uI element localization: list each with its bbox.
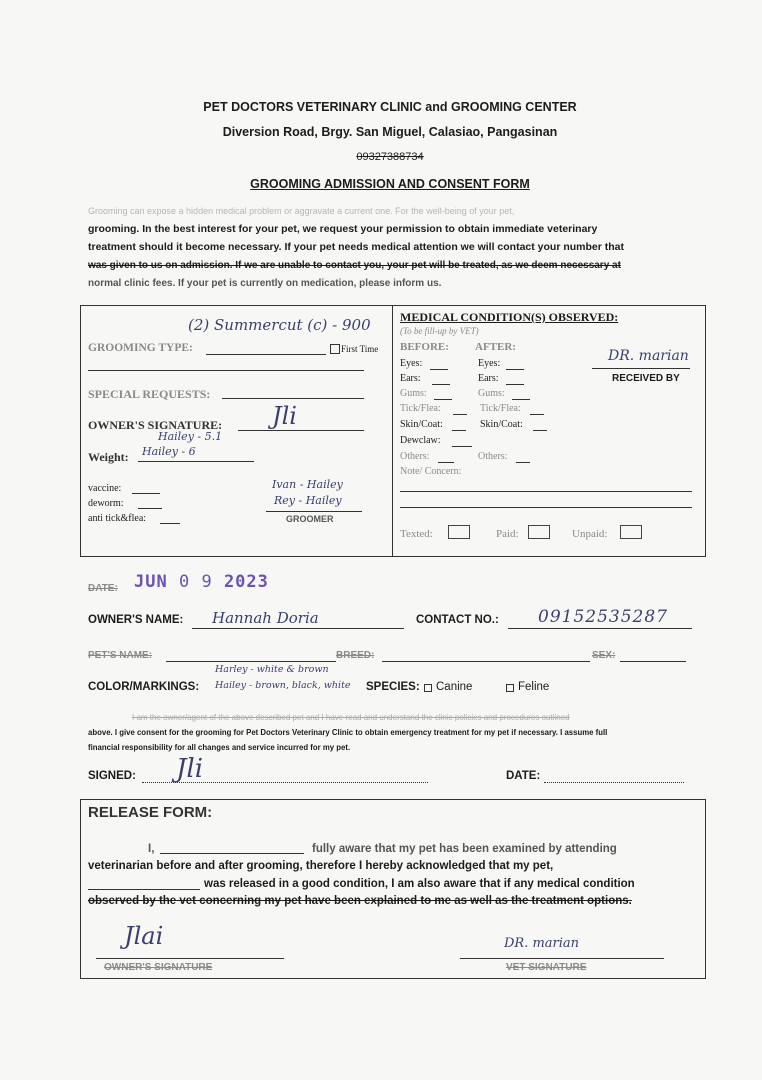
contact-value: 09152535287 <box>538 607 668 627</box>
received-by-label: RECEIVED BY <box>612 373 680 384</box>
consent-line-1: I am the owner/agent of the above described pet and I have read and understand the clinic policies and procedures outlined <box>132 713 570 722</box>
release-line-2: veterinarian before and after grooming, therefore I hereby acknowledged that my pet, <box>88 860 554 872</box>
date-label: DATE: <box>88 583 118 594</box>
dewclaw-line[interactable] <box>452 446 472 447</box>
after-skincoat: Skin/Coat: <box>480 419 523 430</box>
weight-value-1: Hailey - 5.1 <box>158 430 223 443</box>
before-eyes-line[interactable] <box>430 369 448 370</box>
owner-name-label: OWNER'S NAME: <box>88 614 184 626</box>
clinic-name: PET DOCTORS VETERINARY CLINIC and GROOMING CENTER <box>203 100 577 114</box>
groomer-label: GROOMER <box>286 514 334 524</box>
weight-value-2: Hailey - 6 <box>142 445 196 458</box>
feline-label: Feline <box>518 681 550 693</box>
release-name-line[interactable] <box>160 853 304 854</box>
medical-subtitle: (To be fill-up by VET) <box>400 326 479 336</box>
weight-line[interactable] <box>138 461 254 462</box>
after-eyes-line[interactable] <box>506 369 524 370</box>
texted-box[interactable] <box>448 525 470 539</box>
release-line-1-suffix: fully aware that my pet has been examined by attending <box>312 843 617 855</box>
paid-box[interactable] <box>528 525 550 539</box>
before-skincoat: Skin/Coat: <box>400 419 443 430</box>
release-owner-signature-line[interactable] <box>96 958 284 959</box>
owner-signature-line[interactable] <box>238 430 364 431</box>
sex-line[interactable] <box>620 661 686 662</box>
contact-line[interactable] <box>508 628 692 629</box>
release-pet-line[interactable] <box>88 889 200 890</box>
release-vet-signature-label: VET SIGNATURE <box>506 962 587 973</box>
date-stamp-month: JUN <box>134 572 168 592</box>
release-title: RELEASE FORM: <box>88 804 213 821</box>
consent-line-2: above. I give consent for the grooming for Pet Doctors Veterinary Clinic to obtain emergency treatment for my pet if necessary. I assume full <box>88 728 608 737</box>
form-title: GROOMING ADMISSION AND CONSENT FORM <box>250 177 530 191</box>
feline-checkbox[interactable] <box>506 684 514 692</box>
before-label: BEFORE: <box>400 341 449 353</box>
date-stamp <box>134 572 269 592</box>
release-owner-signature-mark: Jlai <box>124 922 164 950</box>
before-skincoat-line[interactable] <box>452 430 466 431</box>
contact-label: CONTACT NO.: <box>416 614 499 626</box>
after-gums: Gums: <box>478 388 505 399</box>
grooming-type-line-2[interactable] <box>88 370 364 371</box>
consent-date-label: DATE: <box>506 770 541 782</box>
release-owner-signature-label: OWNER'S SIGNATURE <box>104 962 213 973</box>
after-skincoat-line[interactable] <box>533 430 547 431</box>
texted-label: Texted: <box>400 528 433 540</box>
note-line-1[interactable] <box>400 491 692 492</box>
deworm-line[interactable] <box>138 508 162 509</box>
paid-label: Paid: <box>496 528 519 540</box>
release-line-3-suffix: was released in a good condition, I am also aware that if any medical condition <box>204 878 635 890</box>
tickflea-line[interactable] <box>160 523 180 524</box>
weight-label: Weight: <box>88 450 129 464</box>
intro-line-2: grooming. In the best interest for your pet, we request your permission to obtain immediate veterinary <box>88 223 598 235</box>
intro-line-4: was given to us on admission. If we are unable to contact you, your pet will be treated, as we deem necessary at <box>88 260 621 271</box>
before-others-line[interactable] <box>438 462 454 463</box>
before-ears: Ears: <box>400 373 421 384</box>
clinic-address: Diversion Road, Brgy. San Miguel, Calasiao, Pangasinan <box>222 125 558 139</box>
sex-label: SEX: <box>592 650 616 661</box>
tickflea-label: anti tick&flea: <box>88 513 147 524</box>
owner-signature-mark: Jli <box>272 402 297 430</box>
groomer-name-1: Ivan - Hailey <box>272 478 343 491</box>
before-gums: Gums: <box>400 388 427 399</box>
after-label: AFTER: <box>475 341 516 353</box>
intro-line-5: normal clinic fees. If your pet is currently on medication, please inform us. <box>88 278 442 289</box>
signed-label: SIGNED: <box>88 770 136 782</box>
signed-mark: Jli <box>176 754 204 784</box>
after-tickflea-line[interactable] <box>530 414 544 415</box>
owner-signature-label: OWNER'S SIGNATURE: <box>88 418 223 432</box>
intro-line-3: treatment should it become necessary. If your pet needs medical attention we will contact your number that <box>88 241 625 253</box>
color-value-2: Hailey - brown, black, white <box>215 680 351 691</box>
release-vet-signature-line[interactable] <box>460 958 664 959</box>
after-gums-line[interactable] <box>512 399 530 400</box>
pet-name-line[interactable] <box>166 661 336 662</box>
before-others: Others: <box>400 451 430 462</box>
after-ears-line[interactable] <box>506 384 524 385</box>
note-line-2[interactable] <box>400 507 692 508</box>
canine-checkbox[interactable] <box>424 684 432 692</box>
release-line-1-prefix: I, <box>148 843 155 855</box>
received-by-value: DR. marian <box>608 348 689 364</box>
species-label: SPECIES: <box>366 681 420 693</box>
release-line-4: observed by the vet concerning my pet have been explained to me as well as the treatment options. <box>88 895 632 907</box>
medical-title: MEDICAL CONDITION(S) OBSERVED: <box>400 310 619 324</box>
deworm-label: deworm: <box>88 498 124 509</box>
before-ears-line[interactable] <box>432 384 450 385</box>
release-vet-signature-mark: DR. marian <box>504 936 580 951</box>
grooming-type-line[interactable] <box>206 354 326 355</box>
dewclaw-label: Dewclaw: <box>400 435 441 446</box>
after-ears: Ears: <box>478 373 499 384</box>
intro-line-1: Grooming can expose a hidden medical problem or aggravate a current one. For the well-being of your pet, <box>88 206 515 216</box>
breed-line[interactable] <box>382 661 590 662</box>
before-eyes: Eyes: <box>400 358 423 369</box>
box-divider <box>392 305 393 557</box>
after-eyes: Eyes: <box>478 358 501 369</box>
clinic-phone: 09327388734 <box>356 151 424 163</box>
unpaid-label: Unpaid: <box>572 528 608 540</box>
unpaid-box[interactable] <box>620 525 642 539</box>
canine-label: Canine <box>436 681 473 693</box>
after-tickflea: Tick/Flea: <box>480 403 521 414</box>
special-requests-line[interactable] <box>222 398 364 399</box>
before-gums-line[interactable] <box>434 399 452 400</box>
groomer-line[interactable] <box>266 511 362 512</box>
date-stamp-year: 2023 <box>223 572 269 592</box>
color-value-1: Harley - white & brown <box>215 664 329 675</box>
consent-line-3: financial responsibility for all changes and service incurred for my pet. <box>88 743 351 752</box>
owner-name-line[interactable] <box>192 628 404 629</box>
first-time-label: First Time <box>341 344 379 354</box>
owner-name-value: Hannah Doria <box>212 609 319 627</box>
grooming-type-value: (2) Summercut (c) - 900 <box>188 316 371 334</box>
after-others: Others: <box>478 451 508 462</box>
first-time-checkbox[interactable] <box>330 344 340 354</box>
breed-label: BREED: <box>336 650 375 661</box>
before-tickflea-line[interactable] <box>453 414 467 415</box>
after-others-line[interactable] <box>516 462 530 463</box>
pet-name-label: PET'S NAME: <box>88 650 153 661</box>
vaccine-line[interactable] <box>132 493 160 494</box>
grooming-type-label: GROOMING TYPE: <box>88 342 193 354</box>
groomer-name-2: Rey - Hailey <box>274 494 342 507</box>
before-tickflea: Tick/Flea: <box>400 403 441 414</box>
received-by-line[interactable] <box>592 368 690 369</box>
consent-date-line[interactable] <box>544 782 684 783</box>
date-stamp-day: 0 9 <box>178 572 213 592</box>
special-requests-label: SPECIAL REQUESTS: <box>88 387 211 401</box>
vaccine-label: vaccine: <box>88 483 122 494</box>
note-label: Note/ Concern: <box>400 466 462 477</box>
color-label: COLOR/MARKINGS: <box>88 681 200 693</box>
